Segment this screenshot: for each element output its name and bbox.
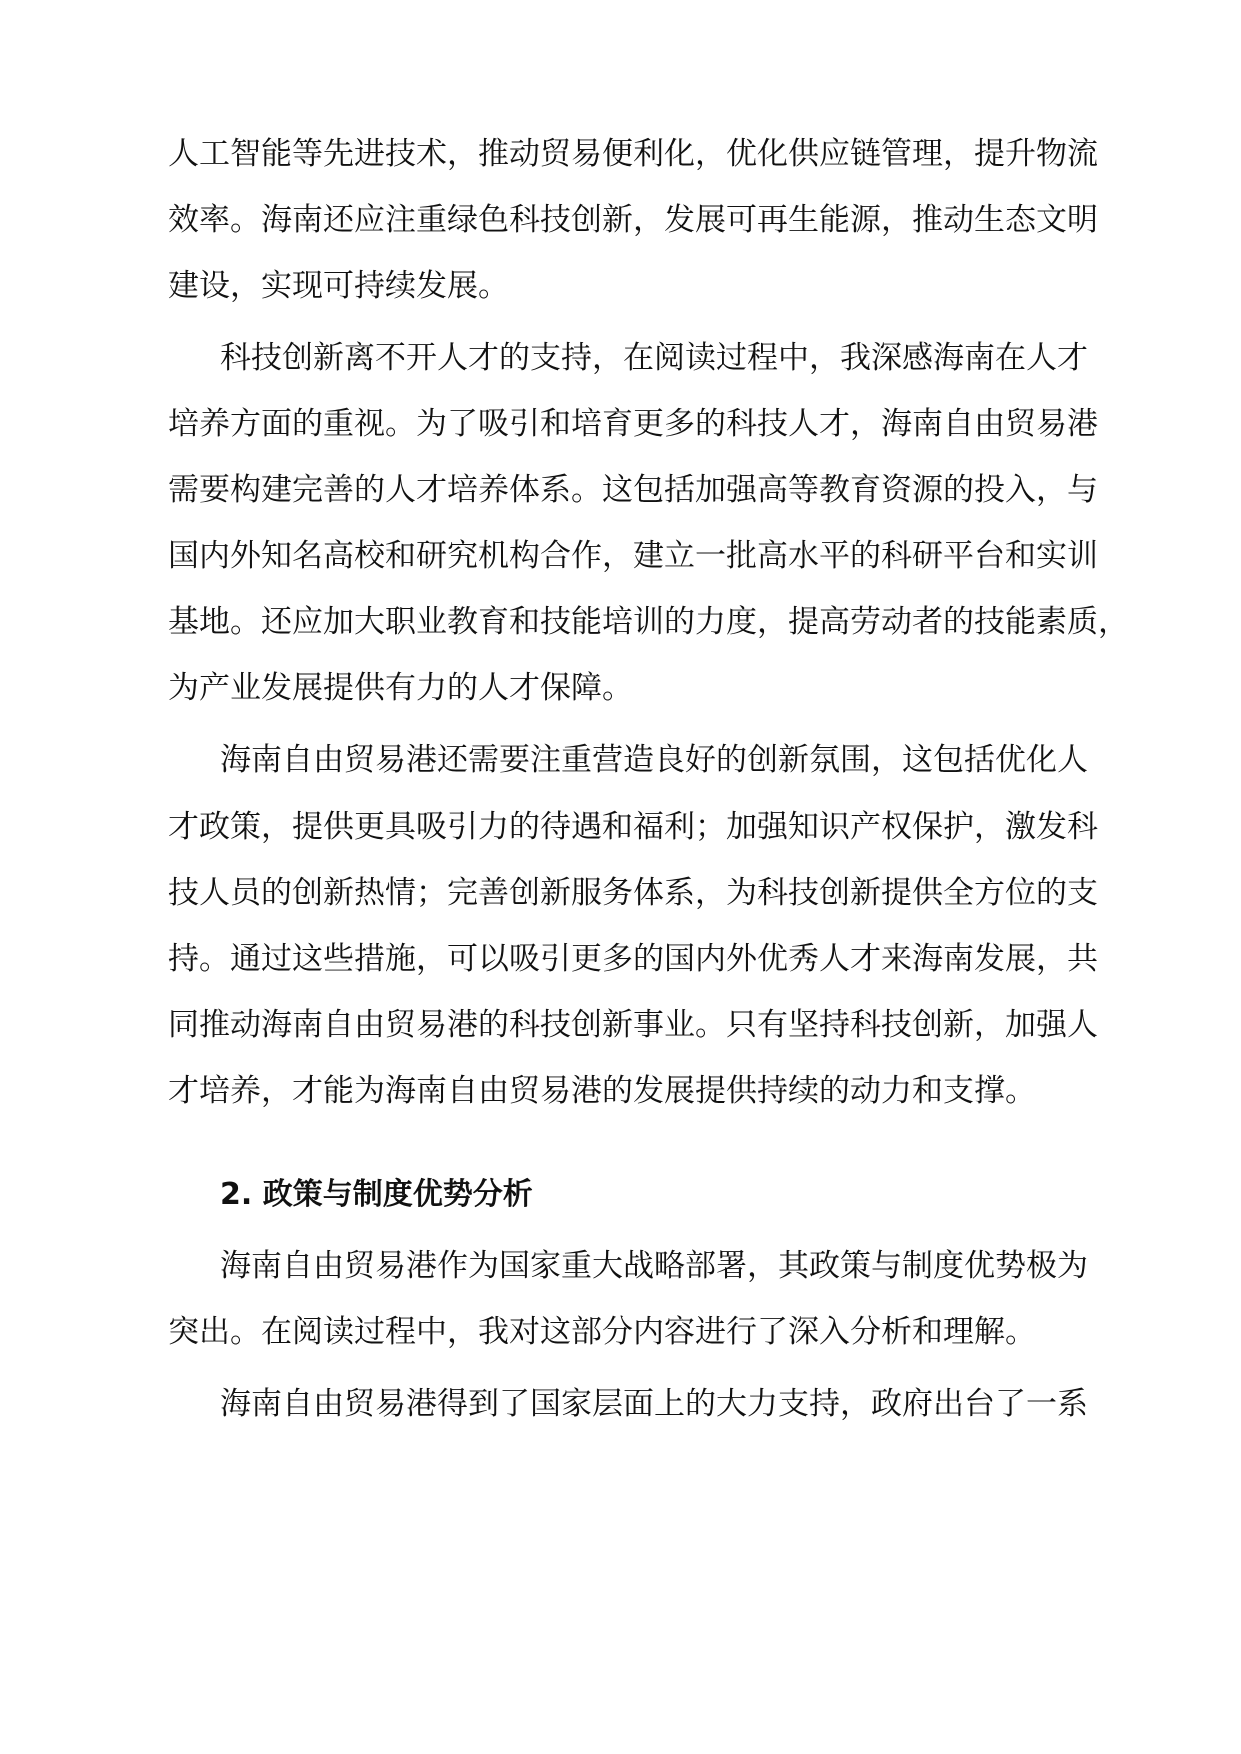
text-line: 培养方面的重视。为了吸引和培育更多的科技人才，海南自由贸易港 (168, 406, 1098, 442)
text-line: 国内外知名高校和研究机构合作，建立一批高水平的科研平台和实训 (168, 538, 1098, 574)
text-line: 突出。在阅读过程中，我对这部分内容进行了深入分析和理解。 (168, 1314, 1036, 1350)
text-line: 技人员的创新热情；完善创新服务体系，为科技创新提供全方位的支 (168, 875, 1098, 911)
text-line: 才政策，提供更具吸引力的待遇和福利；加强知识产权保护，激发科 (168, 809, 1098, 845)
text-line: 才培养，才能为海南自由贸易港的发展提供持续的动力和支撑。 (168, 1073, 1036, 1109)
text-line: 海南自由贸易港作为国家重大战略部署，其政策与制度优势极为 (220, 1248, 1088, 1284)
text-line: 建设，实现可持续发展。 (168, 268, 509, 304)
text-line: 海南自由贸易港还需要注重营造良好的创新氛围，这包括优化人 (220, 742, 1088, 778)
text-line: 海南自由贸易港得到了国家层面上的大力支持，政府出台了一系 (220, 1386, 1088, 1422)
text-line: 人工智能等先进技术，推动贸易便利化，优化供应链管理，提升物流 (168, 136, 1098, 172)
text-line: 需要构建完善的人才培养体系。这包括加强高等教育资源的投入，与 (168, 472, 1098, 508)
text-line: 基地。还应加大职业教育和技能培训的力度，提高劳动者的技能素质， (168, 604, 1129, 640)
text-line: 同推动海南自由贸易港的科技创新事业。只有坚持科技创新，加强人 (168, 1007, 1098, 1043)
text-line: 效率。海南还应注重绿色科技创新，发展可再生能源，推动生态文明 (168, 202, 1098, 238)
section-heading: 2. 政策与制度优势分析 (220, 1177, 533, 1212)
text-line: 为产业发展提供有力的人才保障。 (168, 670, 633, 706)
text-line: 持。通过这些措施，可以吸引更多的国内外优秀人才来海南发展，共 (168, 941, 1098, 977)
text-line: 科技创新离不开人才的支持，在阅读过程中，我深感海南在人才 (220, 340, 1088, 376)
